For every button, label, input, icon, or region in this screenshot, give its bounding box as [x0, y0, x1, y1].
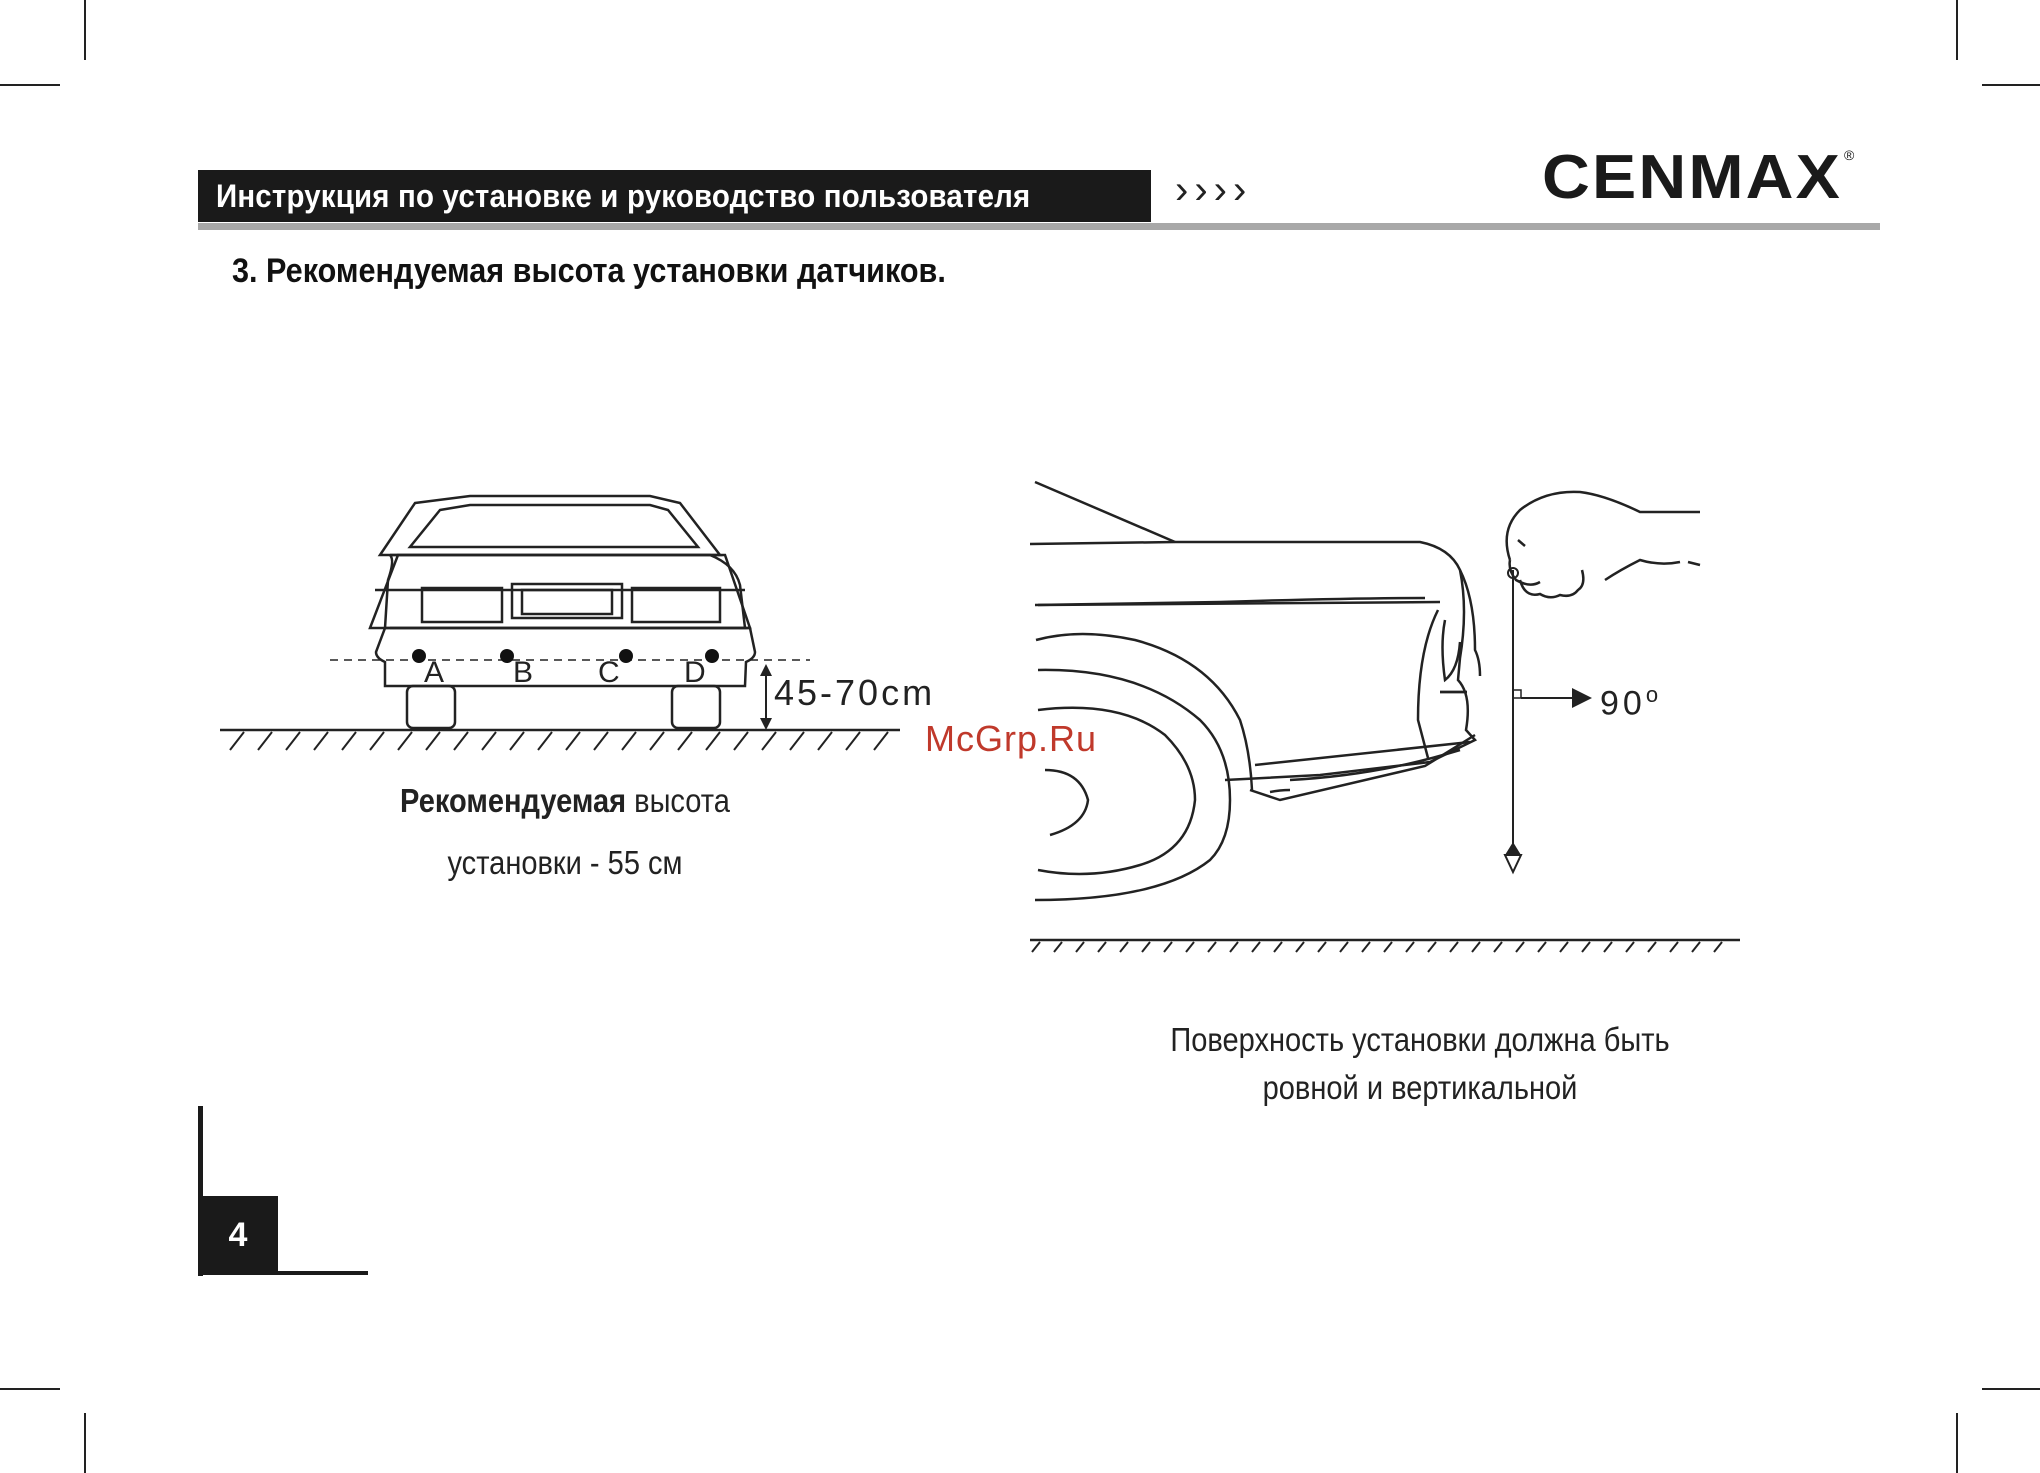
- sensor-label-c: C: [598, 656, 620, 689]
- car-rear-diagram: [210, 480, 930, 810]
- crop-mark: [1956, 0, 1958, 60]
- crop-mark: [1956, 1413, 1958, 1473]
- caption-surface: [1121, 1016, 1719, 1112]
- registered-mark: ®: [1844, 147, 1855, 163]
- brand-logo-text: CENMAX: [1542, 143, 1842, 210]
- caption-line-2: установки - 55 см: [447, 844, 683, 881]
- header-bar: [198, 170, 1151, 222]
- sensor-label-b: B: [513, 656, 534, 689]
- section-heading: 3. Рекомендуемая высота установки датчиков.: [232, 252, 946, 290]
- caption-recommended-height: [358, 770, 772, 894]
- sensor-dot: [705, 649, 719, 663]
- angle-label: [1600, 682, 1662, 723]
- caption-bold-word: Рекомендуемая: [400, 782, 627, 819]
- header-title: Инструкция по установке и руководство пользователя: [216, 178, 1031, 214]
- angle-value: 90: [1600, 684, 1646, 723]
- crop-mark: [84, 1413, 86, 1473]
- crop-mark: [0, 84, 60, 86]
- crop-mark: [1982, 1388, 2040, 1390]
- height-range-label: 45-70cm: [774, 672, 936, 713]
- caption-word: высота: [634, 782, 730, 819]
- sensor-label-a: A: [424, 656, 445, 689]
- crop-mark: [0, 1388, 60, 1390]
- chevron-right-icon: ››››: [1175, 168, 1253, 212]
- sensor-dot: [500, 649, 514, 663]
- caption-line-1: Поверхность установки должна быть: [1170, 1021, 1670, 1058]
- crop-mark: [84, 0, 86, 60]
- page-number: 4: [198, 1196, 278, 1274]
- header-rule: [198, 223, 1880, 230]
- watermark-link[interactable]: McGrp.Ru: [925, 718, 1098, 759]
- sensor-label-d: D: [684, 656, 706, 689]
- caption-line-1: [358, 770, 772, 832]
- caption-line-2: ровной и вертикальной: [1262, 1069, 1578, 1106]
- crop-mark: [1982, 84, 2040, 86]
- degree-mark: o: [1645, 682, 1663, 707]
- sensor-dot: [619, 649, 633, 663]
- brand-logo: [1540, 140, 1860, 210]
